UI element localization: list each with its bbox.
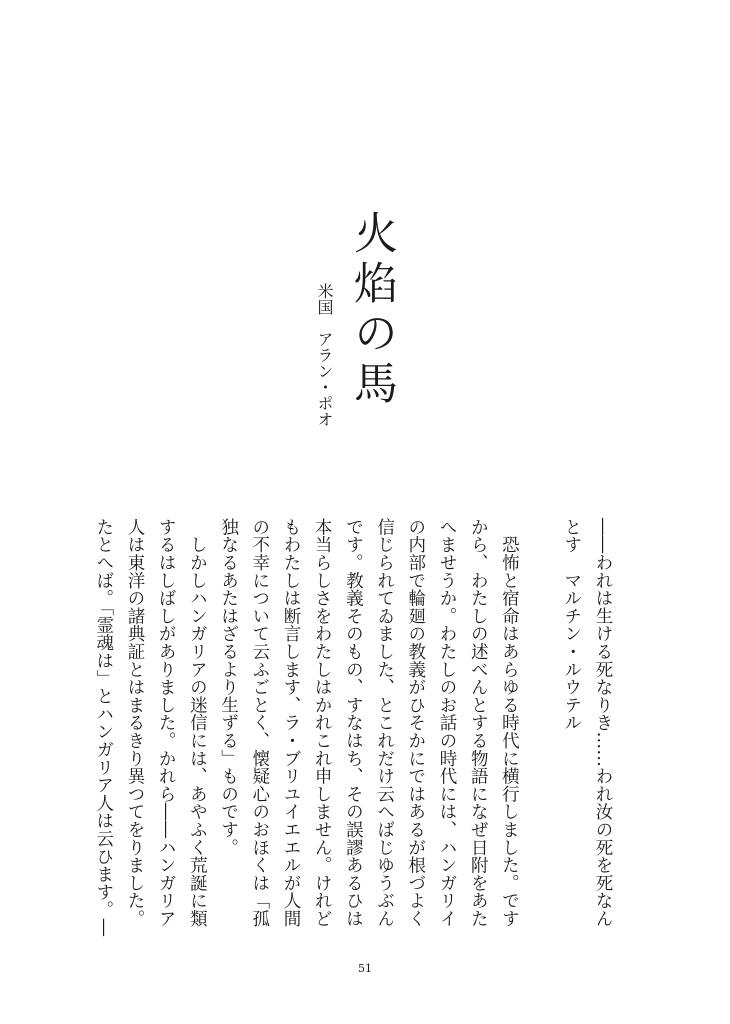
body-text: ――われは生ける死なりき……われ汝の死を死なん とす マルチン・ルウテル 恐怖と宿命はあらゆる時代に横行しました。です から、わたしの述べんとする物語になぜ日附をあた へませうか。わたしのお話の時代には、ハンガリイ の内部で輪廻の教義がひそかにではあるが根づよく 信じられてゐました、とこれだけ云へばじゆうぶん です。教義そのもの、すなはち、その誤謬あるひは 本当らしさをわたしはかれこれ申しません。けれど もわたしは断言します、ラ・ブリユイエエルが人間 の不幸について云ふごとく、懐疑心のおほくは「孤 独なるあたはざるより生ずる」ものです。 しかしハンガリアの迷信には、あやふく荒誕に類 するはしばしがありました。かれら――ハンガリア 人は東洋の諸典証とはまるきり異つてをりました。 たとへば。「霊魂は」とハンガリア人は云ひます。―	[93, 518, 613, 937]
author-line: 米国 アラン・ポオ	[315, 283, 334, 427]
story-title: 火焰の馬	[346, 210, 397, 410]
page-number: 51	[358, 962, 372, 975]
